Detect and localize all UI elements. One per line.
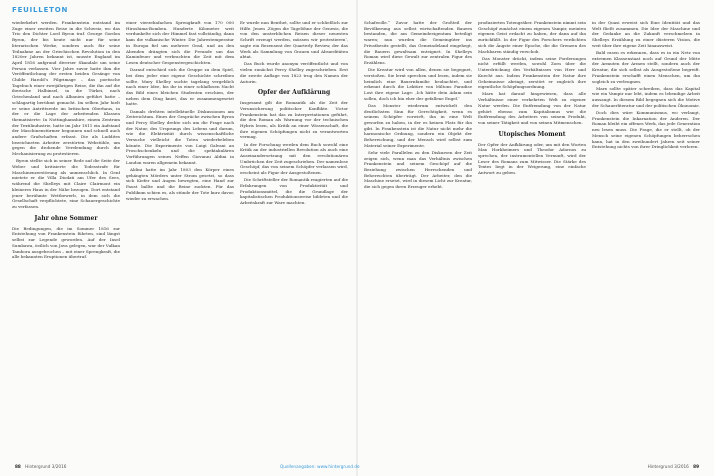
paragraph: einer vierzehnfachen Sprengkraft von 170 000 Hiroshima-Bomben. Hunderte Kilometer weit verdunkelte sich der Himmel fast vollständig, dann kam die vulkanische Winter. Die Jahrestemperatur in Europa fiel um mehrere Grad, und an den Abenden drängten sich die Freunde um das Kaminfeuer und verbrachten die Zeit mit dem Lesen deutscher Gespenstergeschichten. [126,20,234,65]
paragraph: produzierten Totengräber. Frankenstein nimmt sein Geschöpf zunächst einem eigenen Vampir, meinten eigenen Geist erdacht zu haben, der dann auf ihn zurückfällt. In der Figur des Forschers verdichten sich die Ängste einer Epoche, die die Grenzen des Machbaren ständig verschob. [478,20,586,54]
text-column-1 [12,20,120,458]
paragraph: Darauf entschied sich die Gruppe zu dem Spiel, bei dem jeder eine eigene Geschichte schreiben sollte. Mary Shelley suchte tagelang vergeblich nach einer Idee, bis ihr in einer schlaflosen Nacht das Bild eines bleichen Studenten erschien, der neben dem Ding kniet, das er zusammengesetzt hatte. [126,67,234,107]
sources-link[interactable]: Quellenangaben: www.hintergrund.de [280,464,360,469]
paragraph: Bald rasen es erkennen, dass es in ein Netz von extremen Klassenstaat noch auf Grund der Mitte der Armuten der Armen stellt, sondern auch der Kreatur, die sich selbst als Ausgestoßene begreift. Frankenstein erschafft einen Menschen, um ihn sogleich zu verleugnen. [592,50,700,84]
paragraph: In der Forschung werden dem Buch sowohl eine Kritik an der industriellen Revolution als auch eine Auseinandersetzung mit den revolutionären Umbrüchen der Zeit zugeschrieben. Der namenlose Geschöpf, das von seinem Schöpfer verlassen wird, erscheint als Figur der Ausgestoßenen. [240,141,348,176]
text-column-3 [240,20,348,458]
paragraph: Der Opfer der Aufklärung oder, um mit den Worten Max Horkheimers und Theodor Adornos zu sprechen, der instrumentellen Vernunft, wird der Leser des Romans zum Mitwisser. Die Stärke des Textes liegt in der Weigerung, eine einfache Antwort zu geben. [478,141,586,176]
paragraph: wiederkehrt werden. Frankenstein entstand im Zuge einer zweiten Reise in die Schweiz, wo das Trio den Dichter Lord Byron traf. George Gordon Byron, der bis heute nicht nur für seine literarischen Werke, sondern auch für seine Teilnahme an der Griechischen Revolution in den 1820er Jahren bekannt ist, musste England im April 1816 aufgrund diverser Skandale um seine Person verlassen. Vier Jahre zuvor hatte ihm die Veröffentlichung der ersten beiden Gesänge von Childe Harold’s Pilgrimage – das poetische Tagebuch einer zweijährigen Reise, die ihn auf die iberische Halbinsel, in die Türkei, nach Griechenland und nach Albanien geführt hatte – schlagartig berühmt gemacht. Im selben Jahr hielt er seine Antrittsrede im britischen Oberhaus, in der er die Lage der arbeitenden Klassen thematisierte: In Nottinghamshire, einem Zentrum der Textilindustrie, hatte im Jahr 1811 ein Aufstand der Maschinenstürmer begonnen und schnell auch andere Grafschaften erfasst. Die als Luddites bezeichneten Arbeiter zerstörten Webstühle, um gegen die drohende Verelendung durch die Mechanisierung zu protestieren. [12,20,120,157]
subheading: Utopisches Moment [498,130,566,138]
paragraph: Er wurde nun Benthet, sollte und er schließlich zur Hilfe. Jenen ‚Zögen die Tagelöhne der Genesis, die von den unsterblichen Reisen dieser neuesten Schrift erzeugt werden, müssen wir protestieren‘, sagte ein Rezensent der Quarterly Review, der das Werk als Sammlung von Grauen und Absurditäten abtat. [240,20,348,60]
section-tag: FEUILLETON [12,6,69,14]
paragraph: Doch dies wäre Kommunismus, wo verlangt, Frankenstein die Inkarnation der Anderen. Der Roman bleibt ein offenes Werk, das jede Generation neu lesen muss. Die Frage, die er stellt, ob der Mensch seine eigenen Schöpfungen beherrschen kann, hat in den zweihundert Jahren seit seiner Entstehung nichts von ihrer Dringlichkeit verloren. [592,110,700,150]
paragraph: Das Buch wurde anonym veröffentlicht und von vielen zunächst Percy Shelley zugeschrieben. Erst die zweite Auflage von 1823 trug den Namen der Autorin. [240,61,348,84]
subheading: Jahr ohne Sommer [34,214,98,222]
text-column-4 [364,20,472,458]
paragraph: Schafwolle.“ Zuvor hatte der Großteil der Bevölkerung aus selbst wirtschaftenden Bauern bestanden, die am Gemeindeeigentum beteiligt waren; nun wurden die Gemeingüter ins Privatbesitz gestellt, das Gemeindeland eingehegt, die Bauern gewaltsam enteignet. In Shelleys Roman wird diese Gewalt zur zentralen Figur des Erzählens. [364,20,472,65]
paragraph: Insgesamt gilt die Romantik als die Zeit der Verunsicherung politischer Konflikte. Victor Frankenstein hat das zu Interpretationen geführt, die den Roman als Warnung vor der technischen Hybris lesen, als Kritik an einer Wissenschaft, die ihre eigenen Schöpfungen nicht zu verantworten vermag. [240,100,348,140]
paragraph: Aldini hatte im Jahr 1803 den Körper eines gehängten Mörders unter Strom gesetzt, so dass sich Kiefer und Augen bewegten, eine Hand zur Faust ballte und die Beine zuckten. Für das Publikum schien es, als stünde der Tote kurz davor, wieder zu erwachen. [126,167,234,201]
paragraph: Das Monster drückt, indem seine Forderungen nicht erfüllt werden, sowohl Zorn über die Unterdrückung des Verhältnisses von Herr und Knecht aus. Indem Frankenstein der Natur ihre Geheimnisse abringt, zerstört er zugleich ihre eigentliche Schöpfungsordnung. [478,55,586,90]
footer-label-right: Hintergrund 3/2016 [647,464,689,469]
paragraph: Die Bedingungen, die im Sommer 1816 zur Entstehung von Frankenstein führten, sind längst selbst zur Legende geworden. Auf der Insel Sumbawa, östlich von Java gelegen, war der Vulkan Tambora ausgebrochen – mit einer Sprengkraft, die alle bekannten Eruptionen übertraf. [12,225,120,260]
text-column-5 [478,20,586,458]
footer-sources [280,462,360,472]
paragraph: Die Schriftsteller der Romantik reagierten auf die Erfahrungen von Produktivität und Produktionsmittel, die die Grundlage der kapitalistischen Produktionsweise bildeten und die Arbeitskraft zur Ware machten. [240,177,348,206]
footer-right [648,462,702,472]
subheading: Opfer der Aufklärung [257,89,331,97]
page-gutter [356,0,358,476]
text-column-6 [592,20,700,458]
paragraph: Marx sollte später schreiben, dass das Kapital wie ein Vampir nur lebt, indem es lebendige Arbeit aussaugt. In diesem Bild begegnen sich die Motive der Schauerliteratur und der politischen Ökonomie. [592,85,700,108]
paragraph: Sehr viele Parallelen zu den Diskursen der Zeit zeigen sich, wenn man das Verhältnis zwischen Frankenstein und seinem Geschöpf auf die Beziehung zwischen Herrschenden und Beherrschten überträgt. Der Arbeiter, den die Maschine ersetzt, wird in diesem Licht zur Kreatur, die sich gegen ihren Erzeuger erhebt. [364,149,472,190]
paragraph: in der Quasi erweist sich Eine Identität und das Welt fließt zusammen. Die Idee der Maschine und der Gedanke an die Zukunft verschmelzen in Shelleys Erzählung zu einer düsteren Vision, die weit über ihre eigene Zeit hinausweist. [592,20,700,48]
page-number-left: 88 [15,464,21,469]
paragraph: Damals drehten intellektuelle Diskussionen am Zeitreichtum. Eines der Gespräche zwischen Byron und Percy Shelley drehte sich um die Frage nach der Natur, des Ursprungs des Lebens und darum, wie die Elektrizität durch wissenschaftliche Versuche vielleicht die Toten wiederbeleben könnte. Die Experimente von Luigi Galvani an Froschschenkeln und die spektakulären Vorführungen seines Neffen Giovanni Aldini in London waren allgemein bekannt. [126,108,234,165]
footer-label-left: Hintergrund 3/2016 [25,464,67,469]
paragraph: Marx hat darauf hingewiesen, dass alle Verhältnisse einer verkehrten Welt zu eigener Natur werden. Die Entfremdung von der Natur gehört ebenso zum Kapitalismus wie die Entfremdung des Arbeiters von seinem Produkt, von seiner Tätigkeit und von seinen Mitmenschen. [478,91,586,125]
page-number-right: 89 [693,464,699,469]
paragraph: Das Monster wiederum entwickelt den deutlichsten Sinn für Gerechtigkeit, wenn es seinem Schöpfer vorwirft, ihn in eine Welt geworfen zu haben, in der es keinen Platz für ihn gibt. In Frankenstein ist die Natur nicht mehr die harmonische Ordnung, sondern ein Objekt der Beherrschung, und der Mensch wird selbst zum Material seiner Experimente. [364,102,472,148]
paragraph: Die Kreatur wird von allen, denen sie begegnet, verstoßen. Sie lernt sprechen und lesen, indem sie heimlich eine Bauernfamilie beobachtet, und erkennt durch die Lektüre von Miltons Paradise Lost ihre eigene Lage: ‚Ich hätte dein Adam sein sollen, doch ich bin eher der gefallene Engel.‘ [364,67,472,101]
footer-left [12,462,66,472]
paragraph: Byron stellte sich in seiner Rede auf die Seite der Weber und kritisierte die Todesstrafe für Maschinenzerstörung als unmenschlich. In Genf mietete er die Villa Diodati am Ufer des Sees, während die Shelleys mit Claire Clairmont ein kleineres Haus in der Nähe bezogen. Dort entstand jener berühmte Wettbewerb, in dem sich die Gesellschaft verpflichtete, eine Schauergeschichte zu verfassen. [12,158,120,209]
text-column-2 [126,20,234,458]
